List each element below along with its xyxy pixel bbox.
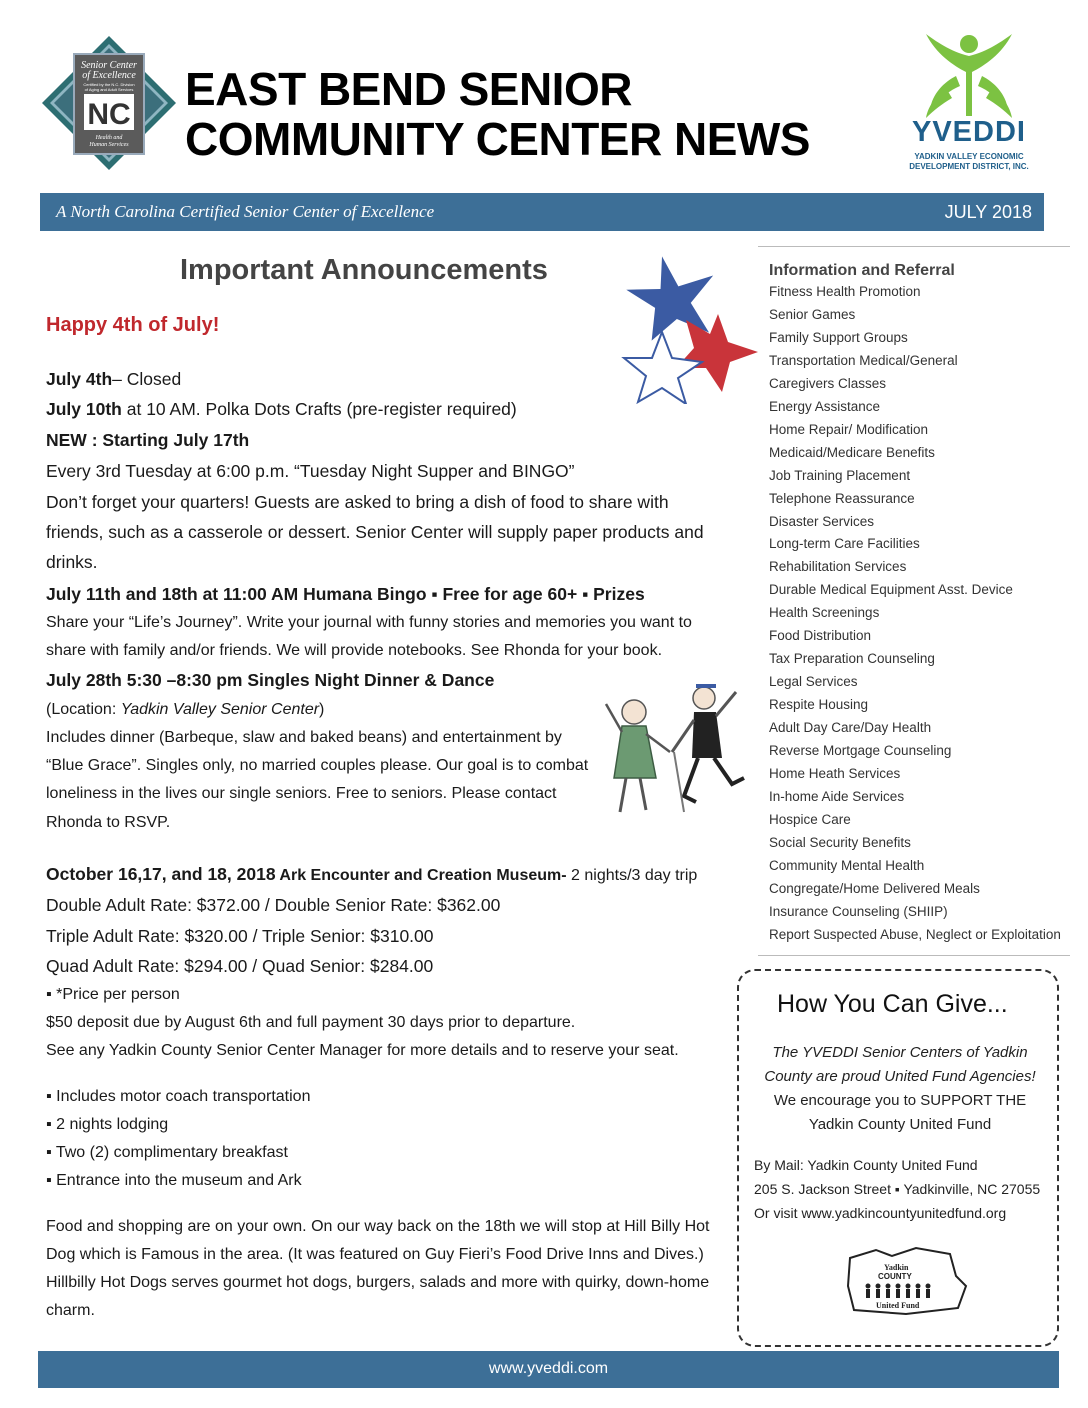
singles-night-line bbox=[46, 670, 494, 691]
includes-item: ▪ 2 nights lodging bbox=[46, 1116, 169, 1133]
referral-item: Long-term Care Facilities bbox=[769, 536, 920, 552]
seal-text: of Excellence bbox=[82, 70, 136, 81]
july-4-date: July 4th bbox=[46, 369, 113, 389]
referral-item: Energy Assistance bbox=[769, 398, 881, 414]
logo-text: United Fund bbox=[876, 1301, 920, 1310]
referral-item: Caregivers Classes bbox=[769, 375, 887, 391]
referral-item: Respite Housing bbox=[769, 697, 869, 713]
location-name: Yadkin Valley Senior Center bbox=[120, 701, 320, 718]
includes-item: ▪ Includes motor coach transportation bbox=[46, 1088, 311, 1105]
seal-text: of Aging and Adult Services bbox=[84, 87, 134, 92]
referral-item: In-home Aide Services bbox=[769, 788, 905, 804]
footer-bar bbox=[38, 1351, 1059, 1388]
referral-item: Fitness Health Promotion bbox=[769, 284, 921, 299]
referral-item: Legal Services bbox=[769, 674, 858, 690]
new-starting-line bbox=[46, 430, 249, 451]
seal-text: Certified by the N.C. Division bbox=[83, 82, 135, 87]
dinner-line-2: “Blue Grace”. Singles only, no married couples please. Our goal is to combat bbox=[46, 757, 589, 774]
happy-fourth-heading: Happy 4th of July! bbox=[46, 314, 220, 336]
location-suffix: ) bbox=[319, 701, 325, 718]
october-trip-name: Ark Encounter and Creation Museum- bbox=[275, 867, 567, 884]
referral-item: Community Mental Health bbox=[769, 857, 925, 873]
includes-item: ▪ Entrance into the museum and Ark bbox=[46, 1172, 302, 1189]
referral-item: Food Distribution bbox=[769, 628, 872, 644]
referral-item: Job Training Placement bbox=[769, 467, 911, 483]
dancing-couple-illustration bbox=[600, 682, 750, 820]
includes-item: ▪ Two (2) complimentary breakfast bbox=[46, 1144, 288, 1161]
newsletter-title bbox=[185, 64, 810, 164]
info-referral-sidebar bbox=[758, 246, 1070, 261]
referral-item: Hospice Care bbox=[769, 811, 851, 827]
give-line-1: The YVEDDI Senior Centers of Yadkin bbox=[772, 1044, 1028, 1061]
header-banner bbox=[40, 193, 1044, 231]
referral-item: Rehabilitation Services bbox=[769, 559, 907, 575]
referral-item: Disaster Services bbox=[769, 513, 875, 529]
dinner-line-1: Includes dinner (Barbeque, slaw and baked beans) and entertainment by bbox=[46, 729, 562, 746]
journey-line-1: Share your “Life’s Journey”. Write your journal with funny stories and memories you want to bbox=[46, 614, 692, 631]
referral-item: Telephone Reassurance bbox=[769, 490, 915, 506]
referral-item: Transportation Medical/General bbox=[769, 352, 958, 368]
mail-line-1: By Mail: Yadkin County United Fund bbox=[754, 1157, 978, 1173]
footer-website-link[interactable]: www.yveddi.com bbox=[488, 1360, 609, 1377]
food-line-2: Dog which is Famous in the area. (It was featured on Guy Fieri’s Food Drive Inns and Dives.) bbox=[46, 1246, 704, 1263]
bingo-line: Every 3rd Tuesday at 6:00 p.m. “Tuesday Night Supper and BINGO” bbox=[46, 461, 575, 481]
banner-tagline: A North Carolina Certified Senior Center of Excellence bbox=[56, 202, 435, 221]
location-prefix: (Location: bbox=[46, 701, 121, 718]
dinner-line-4: Rhonda to RSVP. bbox=[46, 814, 171, 831]
referral-item: Durable Medical Equipment Asst. Device bbox=[769, 582, 1013, 598]
food-line-3: Hillbilly Hot Dogs serves gourmet hot dogs, burgers, salads and more with quirky, down-home bbox=[46, 1274, 710, 1291]
issue-date: JULY 2018 bbox=[944, 202, 1032, 222]
july-4-text: – Closed bbox=[112, 369, 182, 389]
quarters-line-3: drinks. bbox=[46, 552, 98, 572]
referral-item: Social Security Benefits bbox=[769, 834, 911, 850]
quarters-line-1: Don’t forget your quarters! Guests are asked to bring a dish of food to share with bbox=[46, 492, 669, 512]
referral-item: Tax Preparation Counseling bbox=[769, 651, 935, 667]
rate-quad: Quad Adult Rate: $294.00 / Quad Senior: $284.00 bbox=[46, 956, 434, 976]
july-4-line bbox=[46, 369, 181, 390]
logo-text: COUNTY bbox=[878, 1272, 912, 1281]
yveddi-sub-line-1: YADKIN VALLEY ECONOMIC bbox=[914, 152, 1024, 161]
referral-item: Senior Games bbox=[769, 306, 856, 322]
referral-item: Congregate/Home Delivered Meals bbox=[769, 880, 980, 896]
seal-text: Health and bbox=[95, 135, 123, 141]
referral-item: Home Heath Services bbox=[769, 765, 901, 781]
referral-item: Family Support Groups bbox=[769, 329, 908, 345]
title-line-1: EAST BEND SENIOR bbox=[185, 63, 632, 115]
food-line-1: Food and shopping are on your own. On our way back on the 18th we will stop at Hill Billy Hot bbox=[46, 1218, 710, 1235]
october-trip-line bbox=[46, 864, 697, 885]
price-note: ▪ *Price per person bbox=[46, 986, 180, 1003]
october-trip-length: 2 nights/3 day trip bbox=[566, 867, 698, 884]
title-line-2: COMMUNITY CENTER NEWS bbox=[185, 113, 810, 165]
humana-bingo-line bbox=[46, 584, 645, 605]
location-line bbox=[46, 701, 324, 719]
referral-item: Reverse Mortgage Counseling bbox=[769, 743, 952, 758]
referral-item: Report Suspected Abuse, Neglect or Exploitation bbox=[769, 926, 1061, 942]
deposit-line: $50 deposit due by August 6th and full payment 30 days prior to departure. bbox=[46, 1014, 576, 1031]
seal-text: NC bbox=[87, 98, 131, 131]
referral-item: Medicaid/Medicare Benefits bbox=[769, 444, 935, 460]
sidebar-divider bbox=[758, 955, 1070, 956]
sidebar-title: Information and Referral bbox=[769, 262, 955, 279]
seal-text: Human Services bbox=[89, 142, 129, 148]
give-line-4: Yadkin County United Fund bbox=[808, 1116, 992, 1133]
give-title: How You Can Give... bbox=[777, 990, 1008, 1018]
referral-item: Home Repair/ Modification bbox=[769, 421, 929, 437]
referral-item: Adult Day Care/Day Health bbox=[769, 720, 932, 736]
mail-line-2: 205 S. Jackson Street ▪ Yadkinville, NC 27055 bbox=[754, 1181, 1041, 1197]
mail-line-3: Or visit www.yadkincountyunitedfund.org bbox=[754, 1205, 1007, 1221]
stars-icon bbox=[610, 254, 760, 404]
referral-item: Health Screenings bbox=[769, 605, 880, 621]
singles-night-text: July 28th 5:30 –8:30 pm Singles Night Dinner & Dance bbox=[46, 670, 495, 690]
july-10-date: July 10th bbox=[46, 399, 122, 419]
humana-bingo-text: July 11th and 18th at 11:00 AM Humana Bingo ▪ Free for age 60+ ▪ Prizes bbox=[46, 584, 645, 604]
announcements-heading: Important Announcements bbox=[180, 254, 548, 286]
rate-double: Double Adult Rate: $372.00 / Double Senior Rate: $362.00 bbox=[46, 895, 501, 915]
logo-text: Yadkin bbox=[884, 1263, 909, 1272]
seal-text: Senior Center bbox=[81, 60, 137, 71]
july-10-text: at 10 AM. Polka Dots Crafts (pre-register required) bbox=[121, 399, 517, 419]
journey-line-2: share with family and/or friends. We will provide notebooks. See Rhonda for your book. bbox=[46, 642, 663, 659]
yveddi-wordmark: YVEDDI bbox=[912, 116, 1026, 148]
quarters-line-2: friends, such as a casserole or dessert. Senior Center will supply paper products and bbox=[46, 522, 704, 542]
yadkin-united-fund-logo bbox=[846, 1246, 970, 1318]
dinner-line-3: loneliness in the lives our single seniors. Free to seniors. Please contact bbox=[46, 785, 557, 802]
new-starting-text: NEW : Starting July 17th bbox=[46, 430, 250, 450]
referral-item: Insurance Counseling (SHIIP) bbox=[769, 903, 948, 919]
see-manager-line: See any Yadkin County Senior Center Manager for more details and to reserve your seat. bbox=[46, 1042, 679, 1059]
october-trip-dates: October 16,17, and 18, 2018 bbox=[46, 864, 276, 884]
food-line-4: charm. bbox=[46, 1302, 95, 1319]
give-line-2: County are proud United Fund Agencies! bbox=[764, 1068, 1036, 1085]
july-10-line bbox=[46, 399, 517, 420]
rate-triple: Triple Adult Rate: $320.00 / Triple Senior: $310.00 bbox=[46, 926, 434, 946]
yveddi-sub-line-2: DEVELOPMENT DISTRICT, INC. bbox=[909, 162, 1029, 171]
yveddi-subtitle bbox=[896, 152, 1042, 172]
senior-center-excellence-seal bbox=[40, 34, 178, 172]
give-line-3: We encourage you to SUPPORT THE bbox=[773, 1092, 1027, 1109]
